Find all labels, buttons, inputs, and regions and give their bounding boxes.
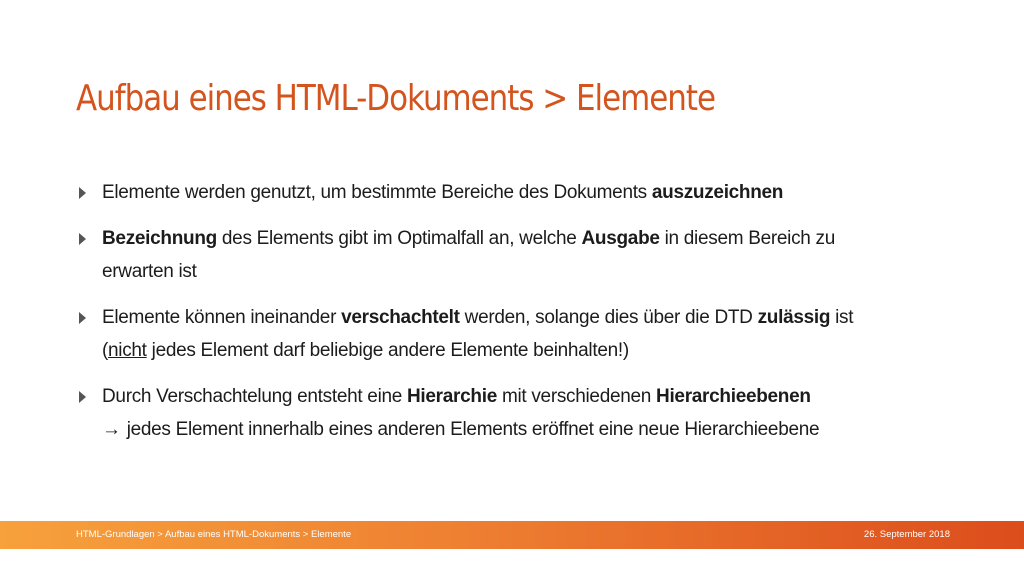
bullet-line: [102, 222, 938, 255]
bullet-emphasis: zulässig: [757, 307, 831, 328]
bullet-emphasis: Hierarchieebenen: [656, 386, 811, 407]
bullet-text: des Elements gibt im Optimalfall an, welche: [216, 228, 582, 249]
triangle-right-icon: [79, 233, 86, 245]
bullet-text: werden, solange dies über die DTD: [459, 307, 758, 328]
bullet-emphasis: Ausgabe: [581, 228, 660, 249]
bullet-emphasis: Bezeichnung: [102, 228, 217, 249]
triangle-right-icon: [79, 391, 86, 403]
footer-date: 26. September 2018: [863, 529, 950, 540]
bullet-list: [78, 176, 938, 446]
bullet-line: [102, 176, 938, 209]
bullet-line: [102, 413, 938, 446]
bullet-text: mit verschiedenen: [496, 386, 657, 407]
bullet-text: jedes Element innerhalb eines anderen Elements eröffnet eine neue Hierarchieebene: [126, 419, 820, 440]
bullet-emphasis: auszuzeichnen: [651, 182, 784, 203]
slide-title: Aufbau eines HTML-Dokuments > Elemente: [76, 78, 715, 119]
bullet-text: ist: [830, 307, 854, 328]
bullet-line: [102, 380, 938, 413]
bullet-text: jedes Element darf beliebige andere Elemente beinhalten!): [146, 340, 629, 361]
bullet-item: [78, 176, 938, 209]
bullet-text: erwarten ist: [102, 261, 197, 282]
bullet-item: [78, 222, 938, 288]
bullet-text: in diesem Bereich zu: [659, 228, 835, 249]
bullet-text: Durch Verschachtelung entsteht eine: [102, 386, 408, 407]
footer-breadcrumb: HTML-Grundlagen > Aufbau eines HTML-Dokuments > Elemente: [76, 529, 352, 540]
bullet-emphasis: Hierarchie: [407, 386, 497, 407]
bullet-line: [102, 301, 938, 334]
bullet-underline: nicht: [108, 340, 147, 361]
triangle-right-icon: [79, 312, 86, 324]
bullet-text: (: [102, 340, 109, 361]
bullet-text: Elemente können ineinander: [102, 307, 342, 328]
bullet-item: [78, 380, 938, 446]
triangle-right-icon: [79, 187, 86, 199]
bullet-line: [102, 255, 938, 288]
bullet-line: [102, 334, 938, 367]
bullet-item: [78, 301, 938, 367]
arrow-right-icon: →: [102, 419, 121, 440]
bullet-text: Elemente werden genutzt, um bestimmte Bereiche des Dokuments: [102, 182, 652, 203]
footer-bar: [0, 521, 1024, 549]
bullet-emphasis: verschachtelt: [341, 307, 460, 328]
